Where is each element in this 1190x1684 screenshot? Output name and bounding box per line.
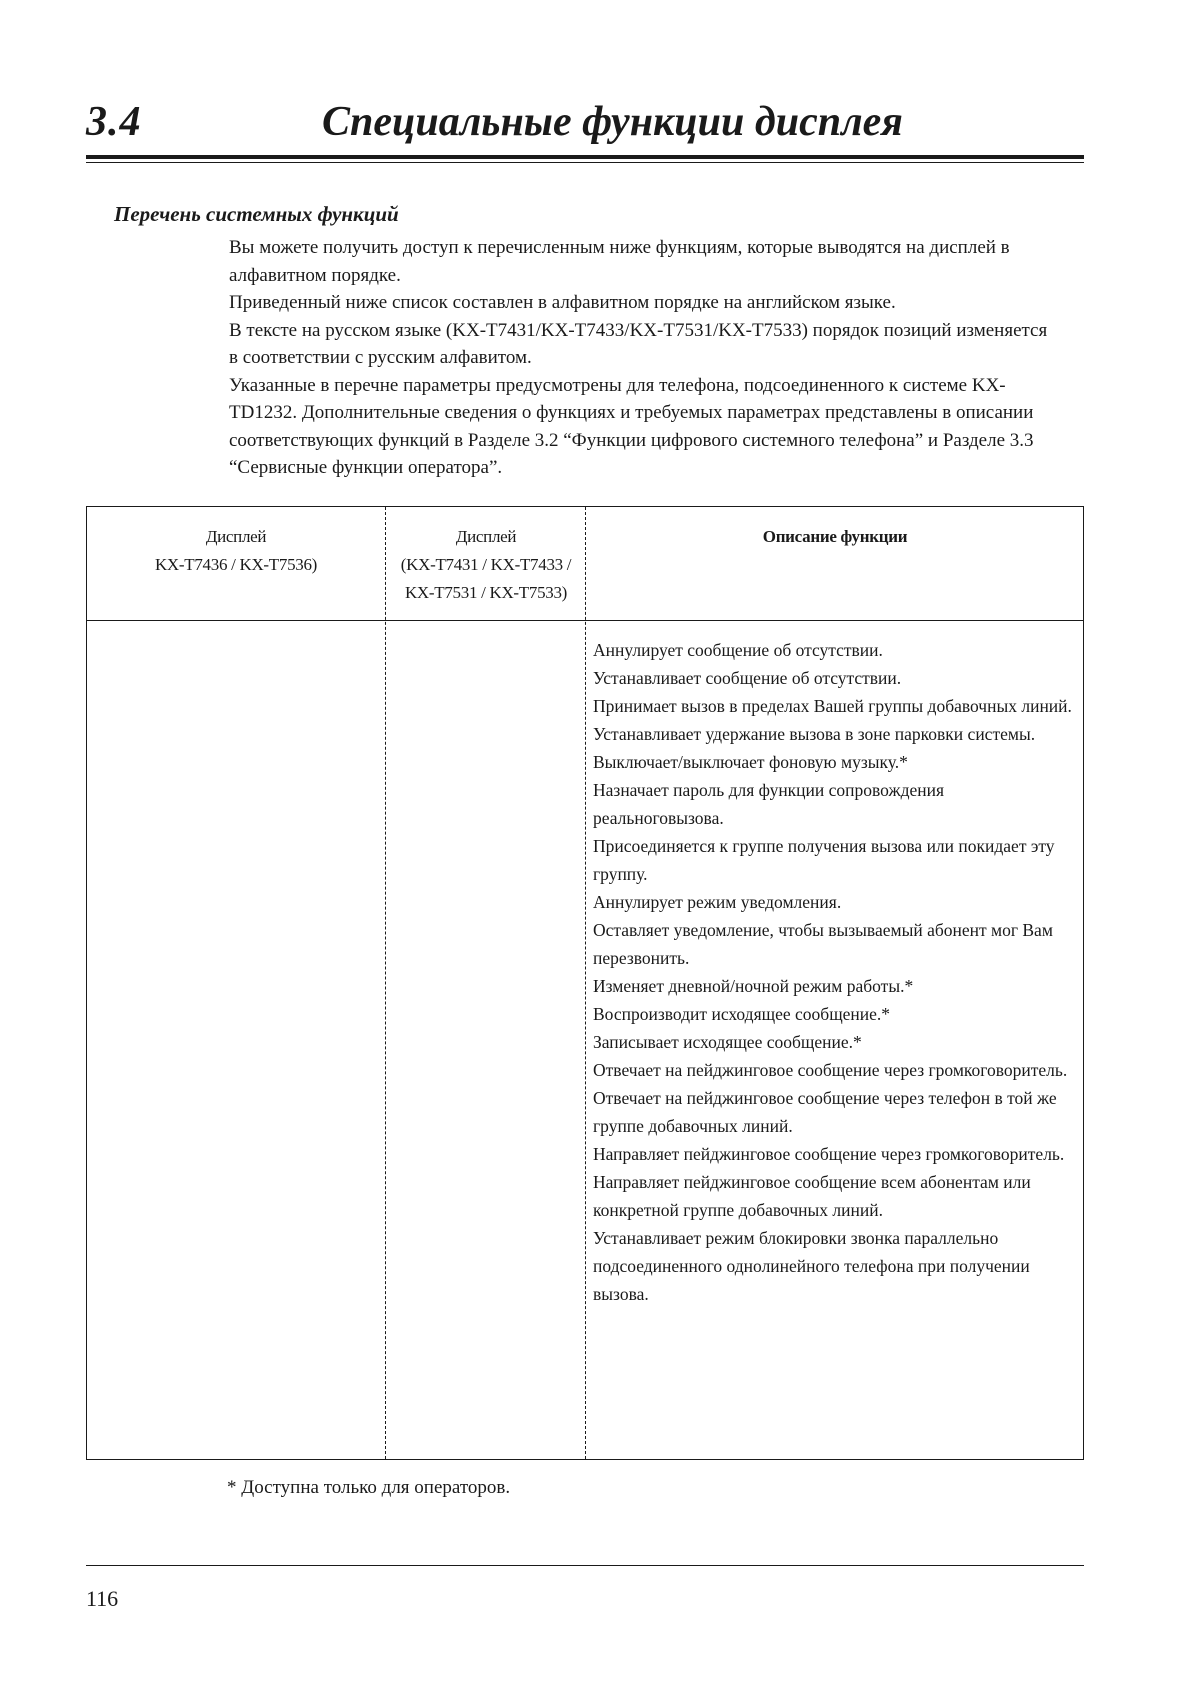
section-title: Специальные функции дисплея [322, 99, 903, 145]
column-divider [385, 507, 386, 1459]
description-item: Записывает исходящее сообщение.* [593, 1032, 862, 1052]
column-header-description: Описание функции [762, 527, 908, 546]
description-item: Направляет пейджинговое сообщение через громкоговоритель. [593, 1144, 1065, 1164]
column-divider [585, 507, 586, 1459]
section-number: 3.4 [86, 99, 142, 145]
function-table [86, 506, 1084, 1460]
description-item: Устанавливает режим блокировки звонка параллельно подсоединенного однолинейного телефона при получении вызова. [593, 1228, 1030, 1304]
header-rule-thick [86, 155, 1084, 159]
description-item: Оставляет уведомление, чтобы вызываемый абонент мог Вам перезвонить. [593, 920, 1053, 968]
footnote: * Доступна только для операторов. [227, 1477, 511, 1498]
column-header-line: Дисплей [455, 527, 517, 546]
intro-text [229, 234, 1059, 482]
column-header-display-7436 [87, 523, 385, 579]
column-header-line: KX-T7436 / KX-T7536) [154, 555, 318, 574]
header-rule-thin [86, 162, 1084, 163]
intro-paragraph: Указанные в перечне параметры предусмотрены для телефона, подсоединенного к системе KX-TD1232. Дополнительные сведения о функциях и требуемых параметрах представлены в описании соответствующих функций в Разделе 3.2 “Функции цифрового системного телефона” и Разделе 3.3 “Сервисные функции оператора”. [229, 374, 1034, 478]
description-list [593, 636, 1077, 1308]
column-header-line: KX-T7531 / KX-T7533) [404, 583, 568, 602]
table-header-rule [87, 620, 1083, 621]
description-item: Направляет пейджинговое сообщение всем абонентам или конкретной группе добавочных линий. [593, 1172, 1031, 1220]
subheading: Перечень системных функций [114, 202, 399, 226]
description-item: Устанавливает сообщение об отсутствии. [593, 668, 902, 688]
description-item: Устанавливает удержание вызова в зоне парковки системы. [593, 724, 1036, 744]
description-item: Присоединяется к группе получения вызова или покидает эту группу. [593, 836, 1055, 884]
description-item: Воспроизводит исходящее сообщение.* [593, 1004, 891, 1024]
intro-paragraph: Вы можете получить доступ к перечисленным ниже функциям, которые выводятся на дисплей в алфавитном порядке. [229, 237, 1010, 286]
column-header-display-7431 [387, 523, 585, 607]
description-item: Отвечает на пейджинговое сообщение через громкоговоритель. [593, 1060, 1068, 1080]
intro-paragraph: Приведенный ниже список составлен в алфавитном порядке на английском языке. [229, 292, 896, 313]
description-item: Назначает пароль для функции сопровождения реальноговызова. [593, 780, 945, 828]
description-item: Выключает/выключает фоновую музыку.* [593, 752, 908, 772]
description-item: Изменяет дневной/ночной режим работы.* [593, 976, 914, 996]
description-item: Аннулирует сообщение об отсутствии. [593, 640, 883, 660]
page-header [86, 98, 1084, 158]
column-header-line: Дисплей [205, 527, 267, 546]
page-number: 116 [86, 1586, 119, 1611]
description-item: Принимает вызов в пределах Вашей группы добавочных линий. [593, 696, 1072, 716]
description-item: Отвечает на пейджинговое сообщение через телефон в той же группе добавочных линий. [593, 1088, 1057, 1136]
column-header-line: (KX-T7431 / KX-T7433 / [400, 555, 572, 574]
footer-rule [86, 1565, 1084, 1566]
description-item: Аннулирует режим уведомления. [593, 892, 842, 912]
intro-paragraph: В тексте на русском языке (KX-T7431/KX-T7433/KX-T7531/KX-T7533) порядок позиций изменяется в соответствии с русским алфавитом. [229, 319, 1048, 368]
